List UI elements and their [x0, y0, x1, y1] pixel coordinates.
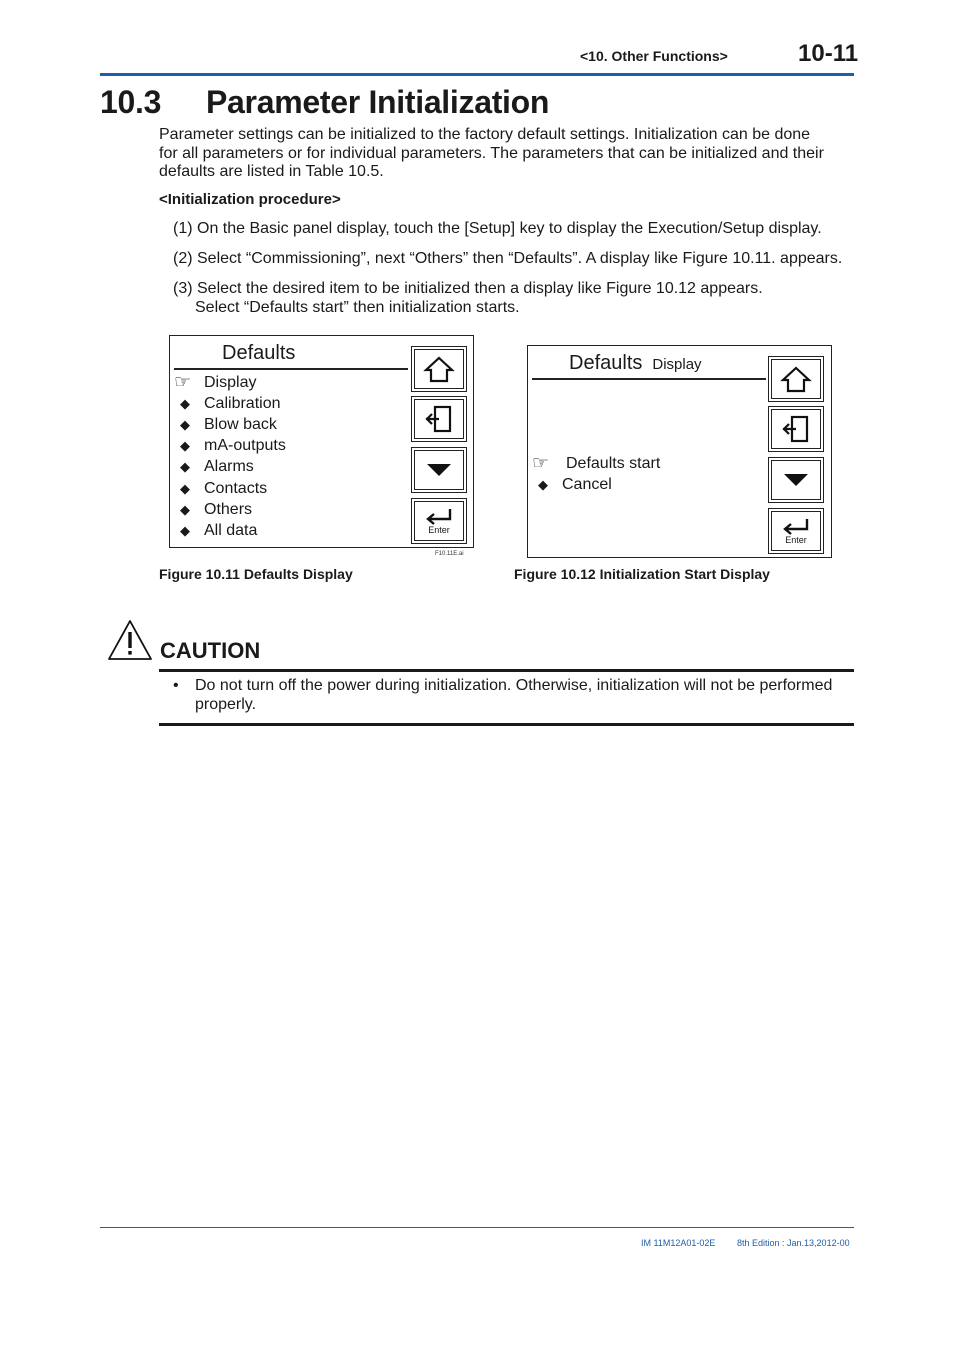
menu-item-contacts[interactable]	[174, 477, 286, 498]
hand-pointer-icon: ☞	[174, 372, 192, 394]
panel-title	[569, 352, 702, 375]
menu-item-alarms[interactable]	[174, 456, 286, 477]
bullet-icon: •	[173, 677, 179, 694]
warning-triangle-icon	[107, 619, 153, 661]
menu-item-label: Cancel	[562, 476, 612, 494]
down-arrow-icon	[782, 472, 810, 488]
page-number: 10-11	[798, 40, 859, 67]
footer-rule	[100, 1227, 854, 1228]
procedure-step-2	[173, 250, 863, 269]
section-number: 10.3	[100, 84, 162, 120]
intro-line: defaults are listed in Table 10.5.	[159, 163, 384, 180]
menu-item-label: Alarms	[204, 458, 254, 476]
diamond-bullet-icon: ◆	[180, 417, 190, 433]
step-line: Select “Defaults start” then initialization starts.	[195, 298, 520, 316]
enter-icon	[424, 507, 454, 525]
menu-item-calibration[interactable]	[174, 393, 286, 414]
step-line: (2) Select “Commissioning”, next “Others” then “Defaults”. A display like Figure 10.11. appears.	[173, 250, 843, 267]
menu-item-all-data[interactable]	[174, 520, 286, 541]
exit-icon	[424, 404, 454, 434]
menu-item-label: Defaults start	[566, 455, 661, 473]
diamond-bullet-icon: ◆	[180, 501, 190, 517]
hand-pointer-icon: ☞	[532, 453, 550, 475]
menu-item-display[interactable]	[174, 372, 286, 393]
panel-subtitle: Display	[652, 356, 702, 373]
menu-item-defaults-start[interactable]	[532, 453, 660, 474]
initialization-start-panel	[527, 345, 832, 558]
home-icon	[423, 355, 455, 383]
footer-edition: 8th Edition : Jan.13,2012-00	[737, 1238, 850, 1248]
defaults-display-panel	[169, 335, 474, 548]
enter-button[interactable]	[411, 498, 467, 544]
enter-button[interactable]	[768, 508, 824, 554]
section-title-text: Parameter Initialization	[206, 84, 550, 120]
step-line: (3) Select the desired item to be initialized then a display like Figure 10.12 appears.	[173, 280, 763, 297]
defaults-menu	[174, 372, 286, 541]
menu-item-label: Contacts	[204, 479, 268, 497]
panel-title-text: Defaults	[569, 352, 643, 374]
intro-line: for all parameters or for individual parameters. The parameters that can be initialized and their	[159, 144, 824, 162]
caution-rule-bottom	[159, 723, 854, 726]
enter-label: Enter	[785, 535, 807, 545]
running-header: <10. Other Functions>	[580, 48, 728, 64]
step-line: (1) On the Basic panel display, touch the [Setup] key to display the Execution/Setup display.	[173, 220, 822, 237]
caution-title: CAUTION	[160, 638, 261, 663]
enter-label: Enter	[428, 525, 450, 535]
panel-title: Defaults	[222, 342, 296, 364]
diamond-bullet-icon: ◆	[180, 522, 190, 538]
menu-item-label: Display	[204, 374, 257, 392]
menu-item-label: Calibration	[204, 395, 281, 413]
down-button[interactable]	[411, 447, 467, 493]
procedure-step-1	[173, 220, 863, 239]
down-arrow-icon	[425, 462, 453, 478]
figure-caption-10-11: Figure 10.11 Defaults Display	[159, 566, 353, 582]
menu-item-cancel[interactable]	[532, 474, 660, 495]
diamond-bullet-icon: ◆	[180, 480, 190, 496]
caution-rule-top	[159, 669, 854, 672]
caution-item	[173, 677, 853, 714]
menu-item-blow-back[interactable]	[174, 414, 286, 435]
intro-line: Parameter settings can be initialized to the factory default settings. Initialization can be done	[159, 126, 811, 143]
menu-item-label: Others	[204, 500, 253, 518]
enter-icon	[781, 517, 811, 535]
procedure-heading: <Initialization procedure>	[159, 191, 341, 208]
header-rule	[100, 73, 854, 76]
procedure-step-3	[173, 280, 863, 317]
exit-icon	[781, 414, 811, 444]
section-title	[100, 84, 549, 121]
down-button[interactable]	[768, 457, 824, 503]
menu-item-label: Blow back	[204, 416, 277, 434]
footer-doc-id: IM 11M12A01-02E	[641, 1238, 716, 1248]
menu-item-label: All data	[204, 521, 258, 539]
start-menu	[532, 453, 660, 495]
intro-paragraph	[159, 126, 849, 182]
menu-item-ma-outputs[interactable]	[174, 435, 286, 456]
caution-line: Do not turn off the power during initialization. Otherwise, initialization will not be performed	[195, 677, 833, 694]
menu-item-others[interactable]	[174, 499, 286, 520]
home-icon	[780, 365, 812, 393]
back-button[interactable]	[768, 406, 824, 452]
panel-title-rule	[532, 378, 766, 380]
diamond-bullet-icon: ◆	[180, 459, 190, 475]
home-button[interactable]	[411, 346, 467, 392]
back-button[interactable]	[411, 396, 467, 442]
panel-title-rule	[174, 368, 408, 370]
diamond-bullet-icon: ◆	[180, 396, 190, 412]
figure-caption-10-12: Figure 10.12 Initialization Start Display	[514, 566, 770, 582]
diamond-bullet-icon: ◆	[538, 477, 548, 493]
diamond-bullet-icon: ◆	[180, 438, 190, 454]
home-button[interactable]	[768, 356, 824, 402]
caution-line: properly.	[195, 695, 257, 713]
menu-item-label: mA-outputs	[204, 437, 286, 455]
figure-code: F10.11E.ai	[435, 551, 464, 557]
